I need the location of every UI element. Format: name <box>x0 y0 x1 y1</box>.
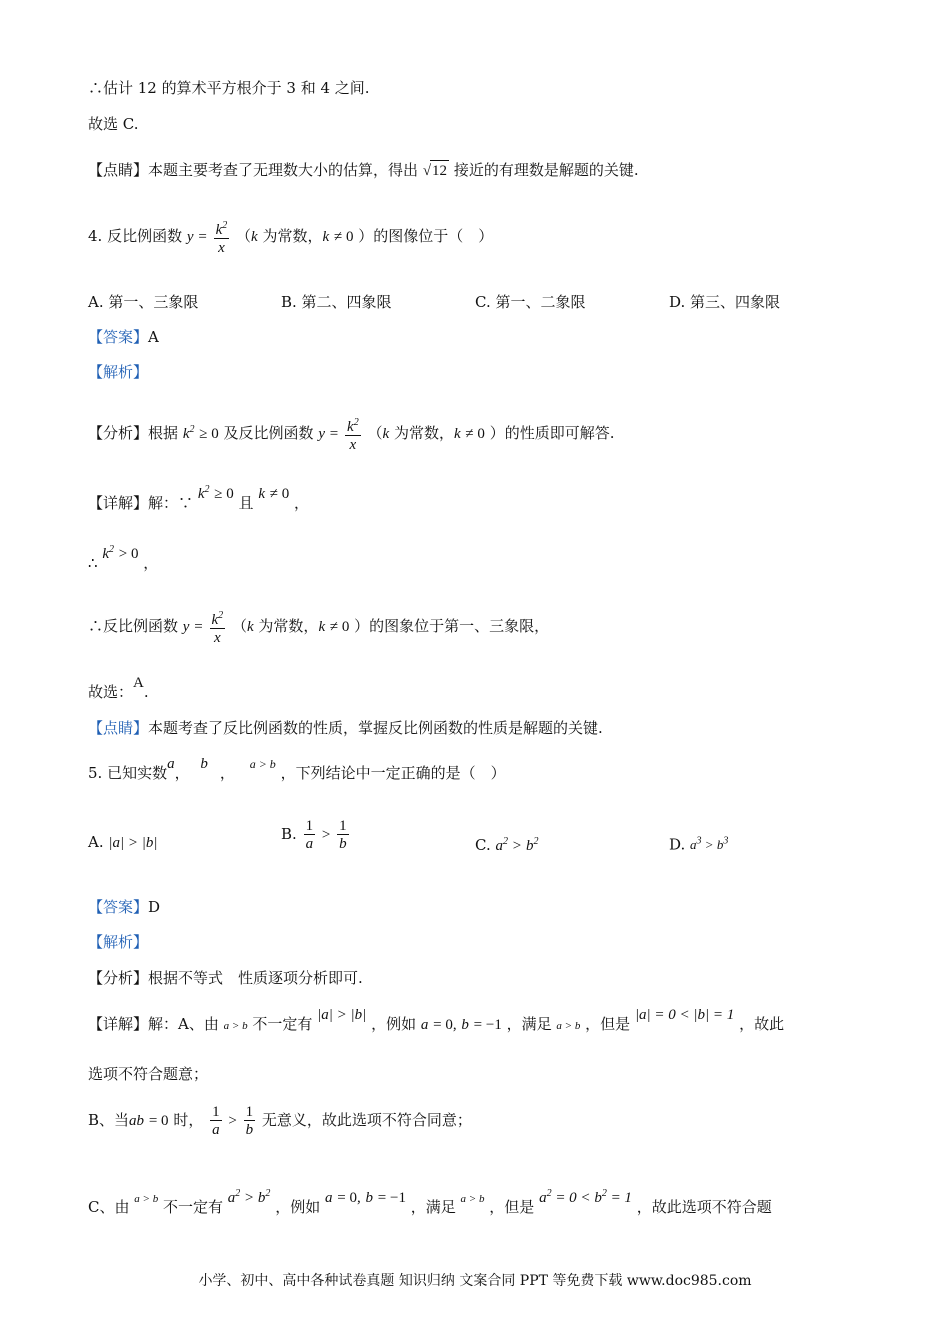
analysis-line: 【分析】根据 $k^2 \ge 0$ 及反比例函数 y = $\frac{k^2}{x}$ （k 为常数，k ≠ 0 ）的性质即可解答. <box>88 416 615 453</box>
option-d: D. $a^3 > b^3$ <box>669 835 729 854</box>
text-line: 【点睛】本题主要考查了无理数大小的估算，得出 √12 接近的有理数是解题的关键. <box>88 161 639 179</box>
therefore-line: ∴ $k^2 > 0$ ， <box>88 544 159 572</box>
question-4: 4. 反比例函数 y = $\frac{k^2}{x}$ （k 为常数，k ≠ 0 ）的图像位于（ ） <box>88 219 494 256</box>
detail-line: 【详解】解：A、由 a > b 不一定有 |a| > |b| ，例如 a = 0, b = −1 ，满足 a > b ，但是 |a| = 0 < |b| = 1 ，故此 <box>88 1007 785 1033</box>
text-line: ∴估计 12 的算术平方根介于 3 和 4 之间. <box>88 79 370 97</box>
option-b: B. $\frac{1}{a}$ > $\frac{1}{b}$ <box>281 817 347 852</box>
detail-line: 【详解】解：∵ $k^2 \ge 0$ 且 k ≠ 0 ， <box>88 484 310 512</box>
option-a: A. 第一、三象限 <box>88 293 199 311</box>
option-c: C. 第一、二象限 <box>475 293 586 311</box>
option-d: D. 第三、四象限 <box>669 293 781 311</box>
option-b: B. 第二、四象限 <box>281 293 392 311</box>
analysis-heading: 【解析】 <box>88 363 149 381</box>
detail-line: 选项不符合题意； <box>88 1065 209 1083</box>
option-c: C. $a^2 > b^2$ <box>475 836 539 854</box>
answer: 【答案】D <box>88 898 161 916</box>
answer: 【答案】A <box>88 328 159 346</box>
footer: 小学、初中、高中各种试卷真题 知识归纳 文案合同 PPT 等免费下载 www.doc985.com <box>198 1273 752 1289</box>
tip-line: 【点睛】本题考查了反比例函数的性质，掌握反比例函数的性质是解题的关键. <box>88 719 603 737</box>
text-line: 故选 C. <box>88 115 139 133</box>
question-5: 5. 已知实数a， b ， $^{a > b}$ ，下列结论中一定正确的是（ ） <box>88 756 506 782</box>
analysis-heading: 【解析】 <box>88 933 149 951</box>
choose-line: 故选：A. <box>88 675 149 701</box>
option-a: A. |a| > |b| <box>88 833 158 851</box>
detail-line: C、由 $^{a > b}$ 不一定有 $a^2 > b^2$ ，例如 a = 0, b = −1 ，满足 $^{a > b}$ ，但是 $a^2 = 0 < b^2 = 1$ ，故此选项不符合题 <box>88 1188 772 1216</box>
detail-line: B、当ab = 0 时， $\frac{1}{a}$ > $\frac{1}{b}$ 无意义，故此选项不符合同意； <box>88 1103 472 1138</box>
therefore-line: ∴反比例函数 y = $\frac{k^2}{x}$ （k 为常数，k ≠ 0 ）的图象位于第一、三象限， <box>88 609 550 646</box>
analysis-line: 【分析】根据不等式 性质逐项分析即可. <box>88 969 363 987</box>
